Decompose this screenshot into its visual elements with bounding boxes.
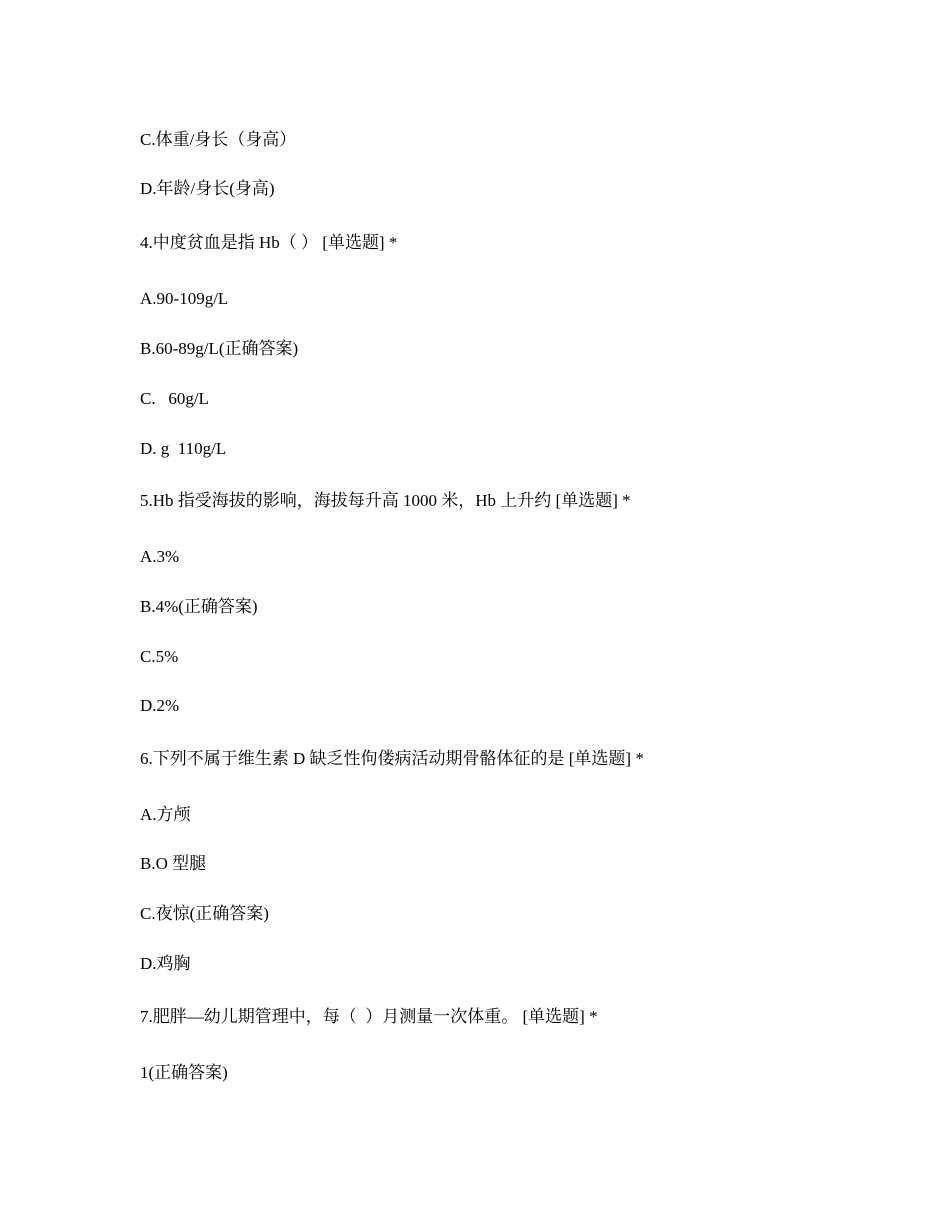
question-6: 6.下列不属于维生素 D 缺乏性佝偻病活动期骨骼体征的是 [单选题] *: [140, 749, 644, 768]
q4-option-a: A.90-109g/L: [140, 289, 229, 308]
q5-option-d: D.2%: [140, 696, 180, 715]
q6-option-d: D.鸡胸: [140, 954, 191, 973]
q7-option-1: 1(正确答案): [140, 1063, 228, 1082]
q5-option-b: B.4%(正确答案): [140, 597, 258, 616]
option-c-weight-height: C.体重/身长（身高）: [140, 130, 297, 149]
q6-option-c: C.夜惊(正确答案): [140, 904, 269, 923]
option-d-age-height: D.年龄/身长(身高): [140, 179, 275, 198]
question-4: 4.中度贫血是指 Hb（ ） [单选题] *: [140, 233, 398, 252]
question-5: 5.Hb 指受海拔的影响，海拔每升高 1000 米，Hb 上升约 [单选题] *: [140, 491, 631, 510]
q4-option-d: D. g 110g/L: [140, 439, 227, 458]
q4-option-c: C. 60g/L: [140, 389, 209, 408]
q6-option-a: A.方颅: [140, 805, 191, 824]
q5-option-a: A.3%: [140, 547, 180, 566]
q5-option-c: C.5%: [140, 647, 179, 666]
q6-option-b: B.O 型腿: [140, 854, 207, 873]
question-7: 7.肥胖—幼儿期管理中，每（ ）月测量一次体重。 [单选题] *: [140, 1007, 598, 1026]
q4-option-b: B.60-89g/L(正确答案): [140, 339, 299, 358]
